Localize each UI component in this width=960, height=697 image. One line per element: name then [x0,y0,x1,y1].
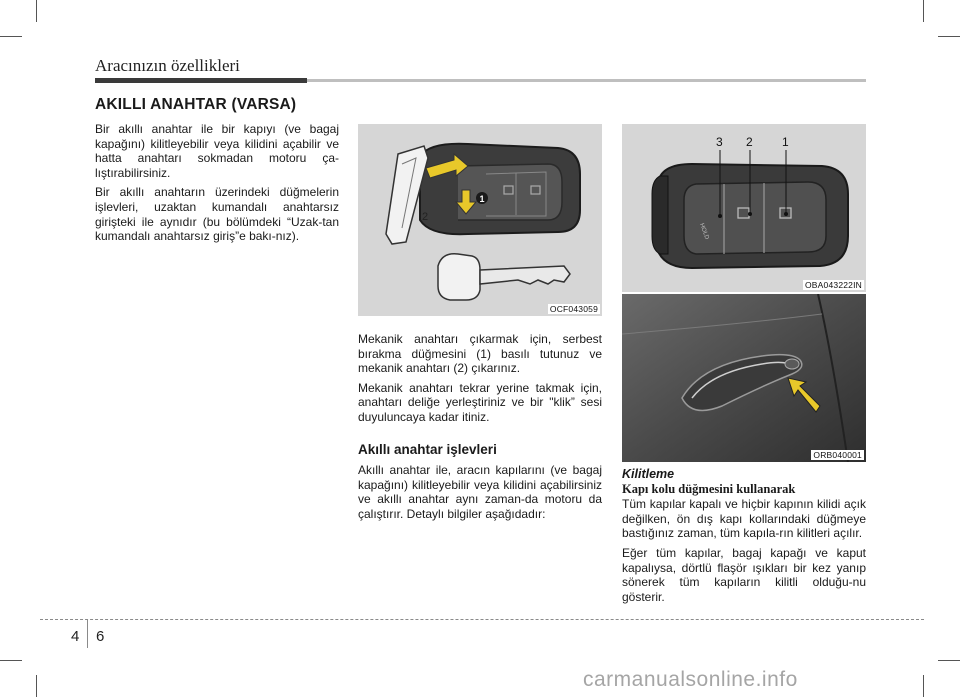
footer-divider [87,620,88,648]
smart-key-buttons-illustration [622,124,866,292]
paragraph: Mekanik anahtarı çıkarmak için, serbest bırakma düğmesini (1) basılı tutunuz ve mekanik anahtarı (2) çıkarınız. [358,332,602,376]
crop-mark [938,36,960,37]
page-number: 6 [96,628,105,645]
paragraph: Eğer tüm kapılar, bagaj kapağı ve kaput kapalıysa, dörtlü flaşör ışıkları bir kez yanıp sönerek tüm kapıların kilitli olduğu-nu gösterir. [622,545,866,604]
hold-label: HOLD [698,222,710,241]
heading-locking: Kilitleme [622,467,675,481]
crop-mark [923,0,924,22]
callout-2: 2 [746,135,753,149]
callout-3: 3 [716,135,723,149]
callout-1: 1 [782,135,789,149]
paragraph: Tüm kapılar kapalı ve hiçbir kapının kilidi açık değilken, ön dış kapı kollarındaki düğmeye bastığınız zaman, tüm kapıla-rın kilitleri açılır. [622,497,866,541]
figure-caption: OCF043059 [549,304,598,314]
column-3 [622,467,866,609]
figure-door-handle [622,294,866,462]
section-title: AKILLI ANAHTAR (VARSA) [95,96,297,113]
chapter-number: 4 [71,628,80,645]
door-handle-illustration [622,294,866,462]
callout-release-button: 1 [479,194,485,204]
paragraph: Mekanik anahtarı tekrar yerine takmak için, anahtarı deliğe yerleştiriniz ve bir "klik” sesi duyuluncaya kadar itiniz. [358,380,602,424]
chapter-title: Aracınızın özellikleri [95,56,240,75]
crop-mark [938,660,960,661]
figure-smart-key-buttons [622,124,866,292]
crop-mark [0,36,22,37]
callout-mechanical-key: 2 [422,211,429,223]
crop-mark [923,675,924,697]
crop-mark [0,660,22,661]
column-2 [358,332,602,527]
smart-key-illustration [358,124,602,316]
crop-mark [36,675,37,697]
subheading-smart-key-functions: Akıllı anahtar işlevleri [358,441,497,457]
subheading-door-handle-button: Kapı kolu düğmesini kullanarak [622,481,796,496]
figure-caption: OBA043222IN [804,280,862,290]
paragraph: Bir akıllı anahtarın üzerindeki düğmelerin işlevleri, uzaktan kumandalı anahtarsız girişteki ile aynıdır (bu bölümdeki “Uzak-tan kumandalı anahtarsız giriş”e bakı-nız). [95,185,339,244]
figure-smart-key-mechanical [358,124,602,316]
crop-mark [36,0,37,22]
figure-caption: ORB040001 [813,450,862,460]
column-1 [95,122,339,249]
paragraph: Akıllı anahtar ile, aracın kapılarını (ve bagaj kapağını) kilitleyebilir veya kilidini açabilirsiniz ve akıllı anahtar aynı zaman-da motoru da çalıştırır. Detaylı bilgiler aşağıdadır: [358,463,602,521]
watermark: carmanualsonline.info [583,668,798,691]
paragraph: Bir akıllı anahtar ile bir kapıyı (ve bagaj kapağını) kilitleyebilir veya kilidini açabilir ve hatta anahtarı sokmadan motoru ça-lıştırabilirsiniz. [95,122,339,180]
header-rule-accent [95,78,307,83]
footer-rule [40,619,924,620]
